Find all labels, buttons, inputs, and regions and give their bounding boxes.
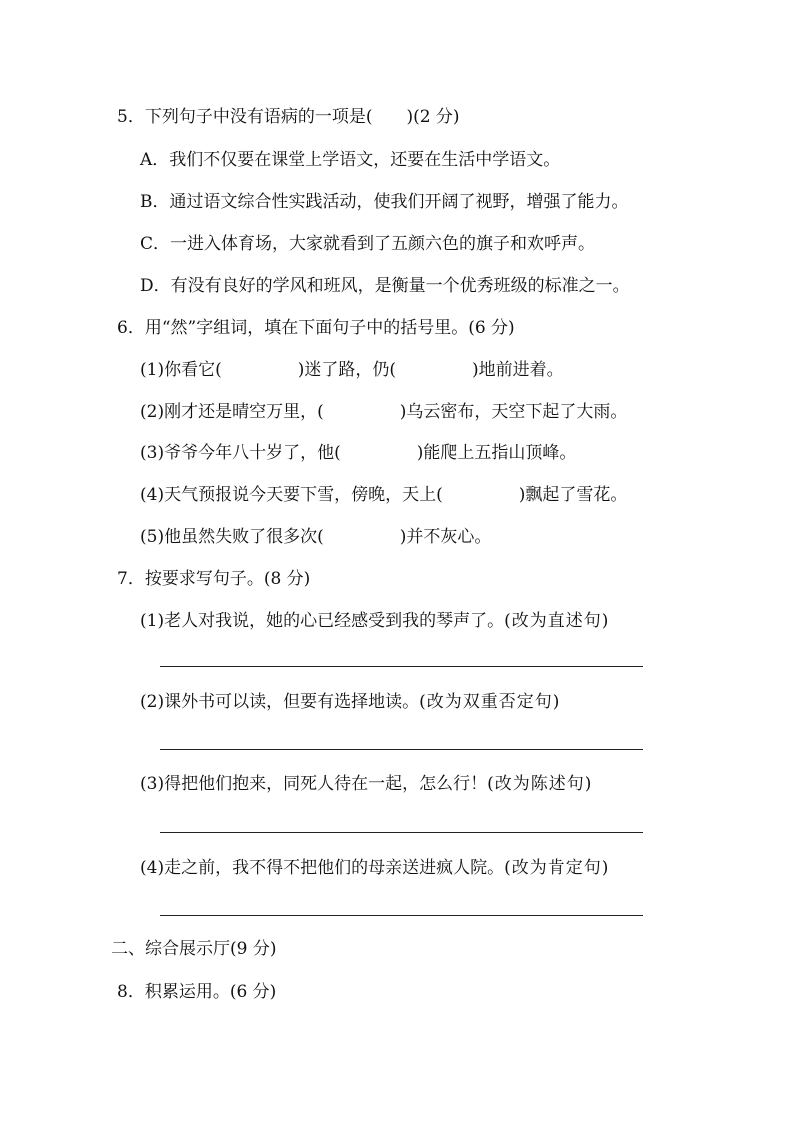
question-5-option-b: B．通过语文综合性实践活动，使我们开阔了视野，增强了能力。	[140, 192, 629, 212]
item-text-part: )地前进着。	[471, 360, 564, 380]
question-7-item-2	[140, 690, 560, 714]
question-7-item-3	[140, 772, 592, 796]
question-7-item-4	[140, 856, 609, 880]
question-6-item-3	[140, 441, 576, 465]
question-6-item-4	[140, 483, 627, 507]
question-5-option-c: C．一进入体育场，大家就看到了五颜六色的旗子和欢呼声。	[140, 234, 596, 254]
item-text: (3)得把他们抱来，同死人待在一起，怎么行！	[140, 774, 488, 794]
item-text-part: (4)天气预报说今天要下雪，傍晚，天上(	[140, 485, 443, 505]
question-6-item-5	[140, 525, 491, 549]
item-text-part: )乌云密布，天空下起了大雨。	[399, 402, 628, 422]
question-5-stem: 5．下列句子中没有语病的一项是( )(2 分)	[117, 107, 460, 127]
question-6-item-2	[140, 400, 627, 424]
answer-line[interactable]	[160, 749, 643, 750]
answer-line[interactable]	[160, 832, 643, 833]
question-8-stem: 8．积累运用。(6 分)	[117, 982, 277, 1002]
question-7-item-1	[140, 609, 609, 633]
question-5-option-d: D．有没有良好的学风和班风，是衡量一个优秀班级的标准之一。	[140, 276, 630, 296]
item-instruction: (改为陈述句)	[487, 774, 593, 794]
item-text-part: (3)爷爷今年八十岁了，他(	[140, 443, 341, 463]
answer-line[interactable]	[160, 666, 643, 667]
item-text-part: )能爬上五指山顶峰。	[416, 443, 577, 463]
item-text-part: )迷了路，仍(	[297, 360, 396, 380]
item-text-part: )飘起了雪花。	[518, 485, 628, 505]
item-text: (1)老人对我说，她的心已经感受到我的琴声了。	[140, 611, 505, 631]
question-5-option-a: A．我们不仅要在课堂上学语文，还要在生活中学语文。	[140, 150, 561, 170]
item-text-part: (1)你看它(	[140, 360, 222, 380]
item-text-part: )并不灰心。	[399, 527, 492, 547]
item-instruction: (改为肯定句)	[504, 858, 610, 878]
question-6-stem: 6．用“然”字组词，填在下面句子中的括号里。(6 分)	[117, 318, 515, 338]
item-text: (4)走之前，我不得不把他们的母亲送进疯人院。	[140, 858, 505, 878]
item-instruction: (改为双重否定句)	[419, 692, 561, 712]
section-2-title: 二、综合展示厅(9 分)	[111, 939, 277, 959]
item-text-part: (2)刚才还是晴空万里，(	[140, 402, 324, 422]
item-text: (2)课外书可以读，但要有选择地读。	[140, 692, 420, 712]
item-text-part: (5)他虽然失败了很多次(	[140, 527, 324, 547]
answer-line[interactable]	[160, 915, 643, 916]
question-7-stem: 7．按要求写句子。(8 分)	[117, 569, 311, 589]
question-6-item-1	[140, 358, 564, 382]
item-instruction: (改为直述句)	[504, 611, 610, 631]
